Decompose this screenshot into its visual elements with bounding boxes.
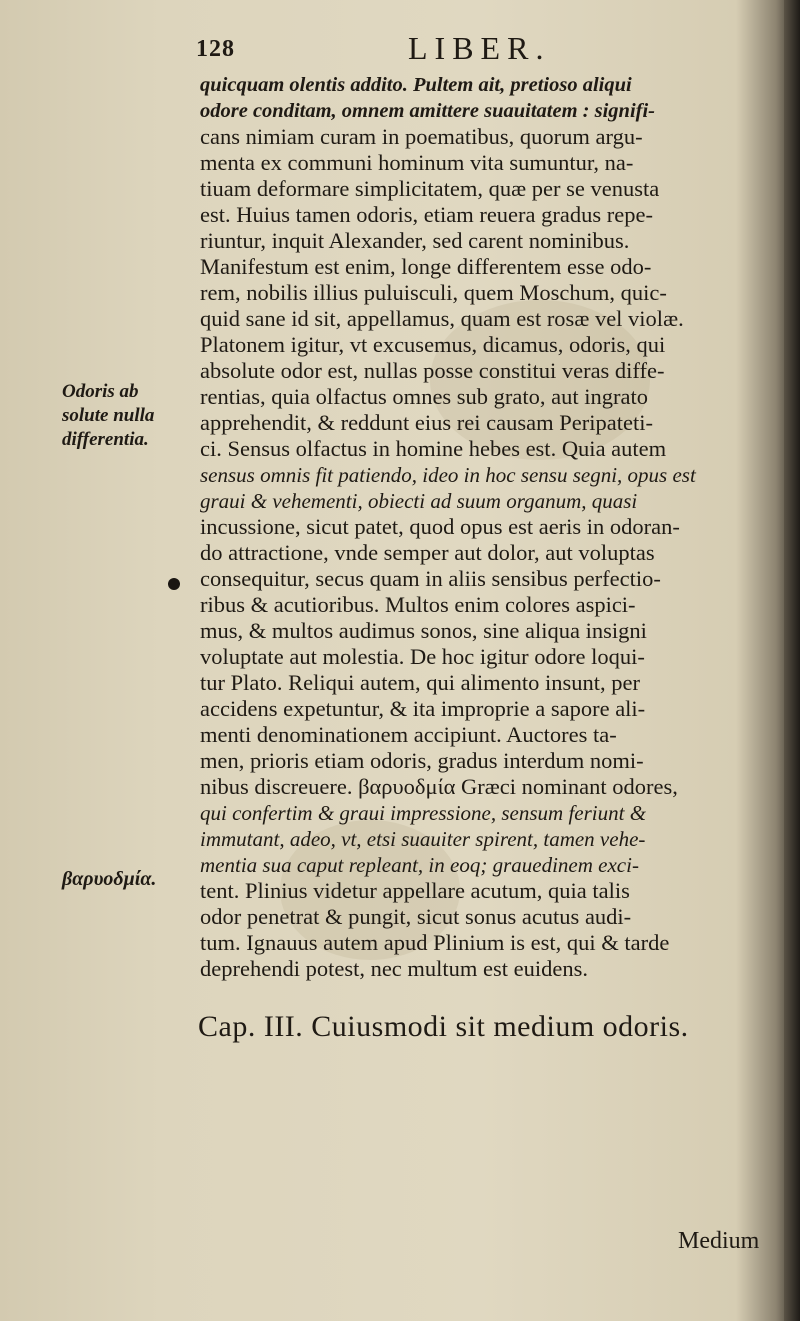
text-line: riuntur, inquit Alexander, sed carent nominibus. (200, 228, 630, 253)
text-line: rentias, quia olfactus omnes sub grato, aut ingrato (200, 384, 649, 409)
text-line: tur Plato. Reliqui autem, qui alimento insunt, per (200, 670, 640, 695)
text-line: odore conditam, omnem amittere suauitatem : signifi- (200, 100, 655, 122)
page-edge-shadow (784, 0, 800, 1321)
text-line: deprehendi potest, nec multum est euidens. (200, 956, 589, 981)
text-line: apprehendit, & reddunt eius rei causam Peripateti- (200, 410, 653, 435)
text-line: menti denominationem accipiunt. Auctores ta- (200, 722, 617, 747)
text-line: quicquam olentis addito. Pultem ait, pretioso aliqui (200, 74, 632, 96)
text-line: odor penetrat & pungit, sicut sonus acutus audi- (200, 904, 632, 929)
text-line: nibus discreuere. βαρυοδμία Græci nominant odores, (200, 774, 678, 799)
text-line: tent. Plinius videtur appellare acutum, quia talis (200, 878, 630, 903)
text-line: consequitur, secus quam in aliis sensibus perfectio- (200, 566, 661, 591)
text-line: men, prioris etiam odoris, gradus interdum nomi- (200, 748, 644, 773)
text-line: voluptate aut molestia. De hoc igitur odore loqui- (200, 644, 645, 669)
text-line: menta ex communi hominum vita sumuntur, na- (200, 150, 634, 175)
running-head: LIBER. (408, 30, 551, 66)
text-line: mus, & multos audimus sonos, sine aliqua insigni (200, 618, 647, 643)
text-line: ribus & acutioribus. Multos enim colores aspici- (200, 592, 636, 617)
text-line: rem, nobilis illius puluisculi, quem Moschum, quic- (200, 280, 667, 305)
text-line: Manifestum est enim, longe differentem esse odo- (200, 254, 652, 279)
ink-dot (168, 578, 180, 590)
text-line: absolute odor est, nullas posse constitui veras diffe- (200, 358, 665, 383)
text-line: tiuam deformare simplicitatem, quæ per se venusta (200, 176, 660, 201)
margin-note (62, 867, 192, 891)
text-line: do attractione, vnde semper aut dolor, aut voluptas (200, 540, 655, 565)
text-line: Platonem igitur, vt excusemus, dicamus, odoris, qui (200, 332, 666, 357)
text-line: accidens expetuntur, & ita improprie a sapore ali- (200, 696, 646, 721)
margin-note (62, 380, 192, 452)
catchword: Medium (678, 1228, 760, 1254)
chapter-heading: Cap. III. Cuiusmodi sit medium odoris. (198, 1010, 689, 1043)
text-line: graui & vehementi, obiecti ad suum organum, quasi (200, 489, 638, 513)
page-number: 128 (196, 36, 235, 62)
text-line: immutant, adeo, vt, etsi suauiter spirent, tamen vehe- (200, 827, 646, 851)
margin-note-text: Odoris ab solute nulla differentia. (62, 381, 155, 450)
text-line: cans nimiam curam in poematibus, quorum argu- (200, 124, 643, 149)
text-line: qui confertim & graui impressione, sensum feriunt & (200, 801, 647, 825)
text-line: tum. Ignauus autem apud Plinium is est, qui & tarde (200, 930, 670, 955)
margin-note-text: βαρυοδμία. (62, 868, 157, 890)
text-line: est. Huius tamen odoris, etiam reuera gradus repe- (200, 202, 653, 227)
text-line: ci. Sensus olfactus in homine hebes est. Quia autem (200, 436, 667, 461)
text-line: quid sane id sit, appellamus, quam est rosæ vel violæ. (200, 306, 684, 331)
body-text (200, 72, 772, 1044)
spacer (200, 982, 772, 1010)
text-line: mentia sua caput repleant, in eoq; grauedinem exci- (200, 853, 639, 877)
text-line: sensus omnis fit patiendo, ideo in hoc sensu segni, opus est (200, 463, 696, 487)
text-line: incussione, sicut patet, quod opus est aeris in odoran- (200, 514, 680, 539)
